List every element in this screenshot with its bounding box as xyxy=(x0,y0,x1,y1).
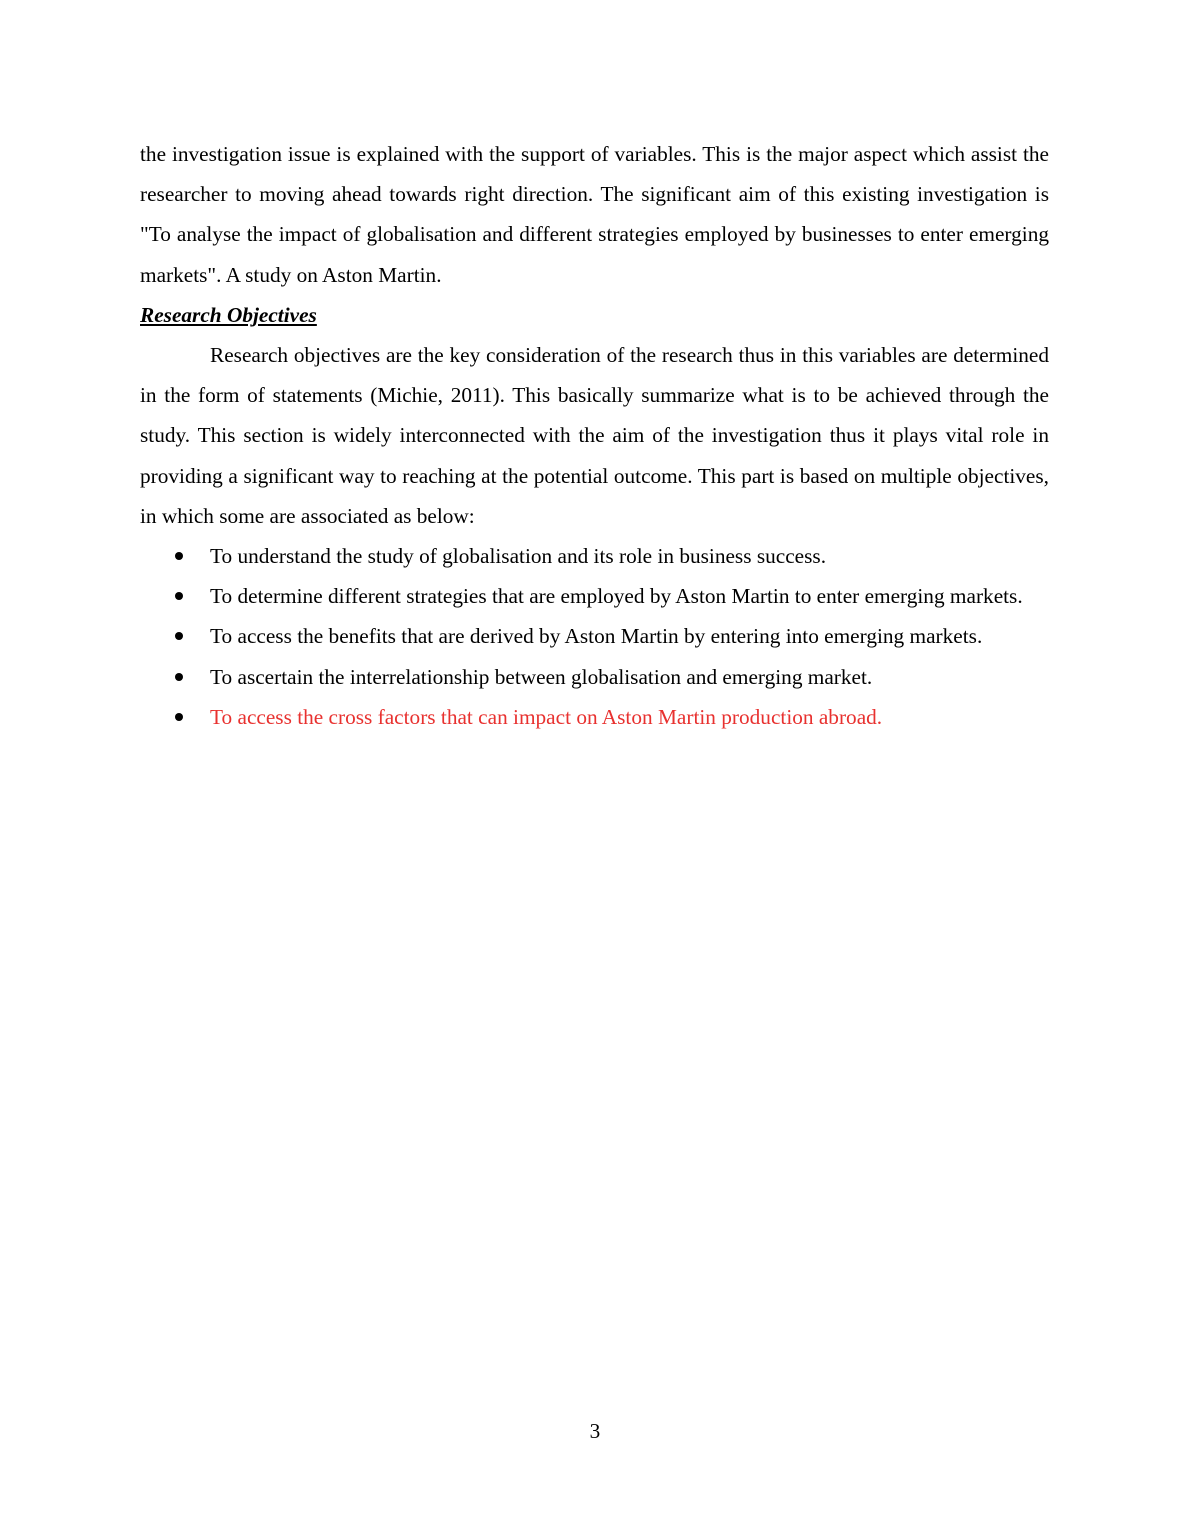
objectives-paragraph: Research objectives are the key consideration of the research thus in this variables are determined in the form of statements (Michie, 2011). This basically summarize what is to be achieved through the study. This section is widely interconnected with the aim of the investigation thus it plays vital role in providing a significant way to reaching at the potential outcome. This part is based on multiple objectives, in which some are associated as below: xyxy=(140,343,1049,528)
objectives-list xyxy=(140,536,1049,737)
list-item xyxy=(140,657,1049,697)
list-item-text: To understand the study of globalisation and its role in business success. xyxy=(210,544,827,569)
list-item-text: To access the benefits that are derived by Aston Martin by entering into emerging markets. xyxy=(210,624,983,649)
page-content xyxy=(140,134,1049,737)
page-number: 3 xyxy=(589,1419,601,1443)
bullet-icon xyxy=(175,673,183,681)
intro-paragraph: the investigation issue is explained with the support of variables. This is the major aspect which assist the researcher to moving ahead towards right direction. The significant aim of this existing investigation is "To analyse the impact of globalisation and different strategies employed by businesses to enter emerging markets". A study on Aston Martin. xyxy=(140,142,1049,287)
list-item xyxy=(140,576,1049,616)
list-item xyxy=(140,536,1049,576)
list-item xyxy=(140,616,1049,656)
list-item-text: To determine different strategies that are employed by Aston Martin to enter emerging markets. xyxy=(210,584,1023,609)
bullet-icon xyxy=(175,713,183,721)
list-item-text: To ascertain the interrelationship between globalisation and emerging market. xyxy=(210,664,873,689)
list-item-text-highlighted: To access the cross factors that can impact on Aston Martin production abroad. xyxy=(210,704,883,729)
bullet-icon xyxy=(175,552,183,560)
section-heading: Research Objectives xyxy=(140,302,317,327)
bullet-icon xyxy=(175,632,183,640)
list-item-highlighted xyxy=(140,697,1049,737)
bullet-icon xyxy=(175,592,183,600)
